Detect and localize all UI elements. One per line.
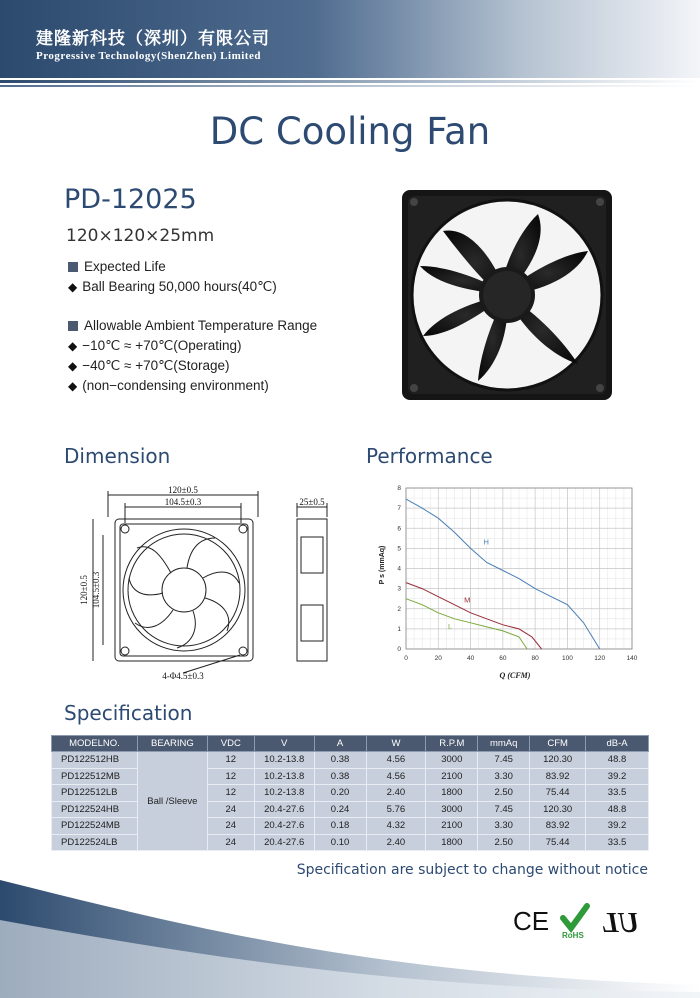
dim-thickness-label: 25±0.5	[299, 497, 325, 507]
table-header-cell: R.P.M	[426, 736, 478, 752]
y-tick-label: 6	[397, 525, 401, 533]
feature-item	[68, 338, 242, 354]
table-cell: 2.40	[366, 785, 426, 802]
table-header-cell: mmAq	[478, 736, 530, 752]
dim-inner-height-label: 104.5±0.3	[91, 571, 101, 609]
spec-table	[51, 735, 649, 851]
table-cell: 4.56	[366, 768, 426, 785]
dim-width-label: 120±0.5	[168, 485, 198, 495]
table-cell: 0.24	[314, 801, 366, 818]
feature-item	[68, 259, 166, 274]
series-label-m: M	[464, 595, 471, 605]
table-cell: 33.5	[586, 834, 649, 851]
table-cell: 33.5	[586, 785, 649, 802]
dim-height-label: 120±0.5	[79, 575, 89, 605]
y-tick-label: 0	[397, 646, 401, 653]
table-cell: 1800	[426, 834, 478, 851]
table-cell: 4.56	[366, 752, 426, 769]
square-bullet-icon	[68, 321, 78, 331]
company-name-en: Progressive Technology(ShenZhen) Limited	[36, 50, 261, 62]
y-tick-label: 8	[397, 485, 401, 492]
table-header-cell: CFM	[530, 736, 586, 752]
series-label-h: H	[483, 537, 489, 547]
company-name-cn: 建隆新科技（深圳）有限公司	[36, 29, 270, 49]
table-cell: 4.32	[366, 818, 426, 835]
table-cell: 24	[207, 801, 254, 818]
table-header-cell: W	[366, 736, 426, 752]
certification-marks	[511, 900, 651, 940]
y-tick-label: 5	[397, 545, 401, 553]
notice-text: Specification are subject to change without notice	[296, 862, 648, 878]
table-cell: 3000	[426, 752, 478, 769]
table-cell: PD122524HB	[52, 801, 138, 818]
product-size: 120×120×25mm	[66, 226, 215, 246]
feature-text: Ball Bearing 50,000 hours(40℃)	[82, 279, 277, 294]
table-cell: PD122512MB	[52, 768, 138, 785]
feature-text: Expected Life	[84, 259, 166, 274]
ce-mark-icon: CE	[513, 906, 550, 936]
table-cell: 83.92	[530, 768, 586, 785]
table-cell: 12	[207, 785, 254, 802]
diamond-bullet-icon: ◆	[68, 280, 78, 294]
chart-ticks	[397, 485, 637, 662]
x-tick-label: 20	[434, 655, 442, 662]
table-cell: 0.20	[314, 785, 366, 802]
page-title: DC Cooling Fan	[209, 110, 491, 153]
feature-item	[68, 378, 269, 393]
table-cell: 1800	[426, 785, 478, 802]
x-tick-label: 120	[594, 655, 606, 662]
diamond-bullet-icon: ◆	[68, 378, 78, 393]
table-header-cell: BEARING	[137, 736, 207, 752]
table-cell: 3.30	[478, 768, 530, 785]
table-cell: PD122512LB	[52, 785, 138, 802]
feature-item	[68, 358, 230, 374]
table-cell: 20.4-27.6	[254, 818, 314, 835]
diamond-bullet-icon: ◆	[68, 359, 78, 373]
y-tick-label: 4	[397, 565, 401, 573]
x-tick-label: 100	[561, 655, 573, 662]
table-header-cell: MODELNO.	[52, 736, 138, 752]
chart-grid	[406, 488, 632, 649]
feature-text: −10℃ ≈ +70℃(Operating)	[82, 338, 242, 353]
table-cell: 120.30	[530, 801, 586, 818]
table-cell: 0.10	[314, 834, 366, 851]
feature-text: Allowable Ambient Temperature Range	[84, 318, 318, 333]
x-tick-label: 80	[531, 655, 539, 662]
table-cell: 20.4-27.6	[254, 801, 314, 818]
table-header-cell: A	[314, 736, 366, 752]
fan-product-photo	[398, 186, 616, 404]
table-header-cell: dB-A	[586, 736, 649, 752]
table-cell: 24	[207, 834, 254, 851]
product-model: PD-12025	[64, 184, 197, 215]
table-header-cell: V	[254, 736, 314, 752]
header-rule-secondary	[0, 85, 700, 87]
y-tick-label: 3	[397, 585, 401, 593]
feature-text: (non−condensing environment)	[82, 378, 269, 393]
dimension-drawing	[75, 483, 350, 683]
x-axis-label: Q (CFM)	[499, 671, 531, 680]
table-cell: 20.4-27.6	[254, 834, 314, 851]
section-heading-performance: Performance	[366, 444, 493, 468]
table-cell: 24	[207, 818, 254, 835]
table-cell: 2100	[426, 818, 478, 835]
y-axis-label: P s (mmAq)	[379, 545, 386, 585]
bearing-cell: Ball /Sleeve	[137, 752, 207, 851]
square-bullet-icon	[68, 262, 78, 272]
table-cell: 3.30	[478, 818, 530, 835]
feature-item	[68, 279, 277, 295]
feature-item	[68, 318, 317, 333]
x-tick-label: 140	[626, 655, 638, 662]
dim-inner-width-label: 104.5±0.3	[164, 497, 202, 507]
table-cell: 7.45	[478, 752, 530, 769]
performance-chart	[372, 480, 644, 686]
section-heading-dimension: Dimension	[64, 444, 171, 468]
table-cell: 39.2	[586, 818, 649, 835]
table-header-row	[52, 736, 649, 752]
table-cell: 2.50	[478, 785, 530, 802]
ul-mark-icon	[602, 908, 639, 939]
x-tick-label: 0	[404, 655, 408, 662]
table-cell: 0.38	[314, 768, 366, 785]
table-cell: PD122524LB	[52, 834, 138, 851]
table-cell: 3000	[426, 801, 478, 818]
table-cell: 12	[207, 768, 254, 785]
y-tick-label: 1	[397, 625, 401, 633]
y-tick-label: 7	[397, 505, 401, 513]
svg-text:RoHS: RoHS	[562, 931, 584, 940]
y-tick-label: 2	[397, 605, 401, 613]
table-cell: 12	[207, 752, 254, 769]
table-cell: 48.8	[586, 752, 649, 769]
table-cell: PD122524MB	[52, 818, 138, 835]
table-cell: 10.2-13.8	[254, 768, 314, 785]
table-cell: 48.8	[586, 801, 649, 818]
x-tick-label: 60	[499, 655, 507, 662]
table-cell: 0.18	[314, 818, 366, 835]
series-label-l: L	[447, 621, 453, 631]
table-cell: 75.44	[530, 785, 586, 802]
rohs-check-icon	[562, 906, 587, 940]
dim-hole-label: 4-Φ4.5±0.3	[162, 671, 204, 681]
table-cell: PD122512HB	[52, 752, 138, 769]
diamond-bullet-icon: ◆	[68, 339, 78, 353]
section-heading-specification: Specification	[64, 701, 193, 725]
x-tick-label: 40	[466, 655, 475, 662]
table-cell: 2100	[426, 768, 478, 785]
svg-text:UL: UL	[601, 908, 639, 939]
table-cell: 5.76	[366, 801, 426, 818]
table-cell: 120.30	[530, 752, 586, 769]
table-row	[52, 752, 649, 769]
table-cell: 0.38	[314, 752, 366, 769]
table-cell: 39.2	[586, 768, 649, 785]
table-cell: 83.92	[530, 818, 586, 835]
table-cell: 75.44	[530, 834, 586, 851]
table-cell: 2.50	[478, 834, 530, 851]
table-cell: 7.45	[478, 801, 530, 818]
table-cell: 10.2-13.8	[254, 785, 314, 802]
header-rule	[0, 80, 700, 83]
table-header-cell: VDC	[207, 736, 254, 752]
feature-text: −40℃ ≈ +70℃(Storage)	[82, 358, 230, 373]
table-cell: 2.40	[366, 834, 426, 851]
series-line-l	[406, 599, 527, 649]
table-cell: 10.2-13.8	[254, 752, 314, 769]
